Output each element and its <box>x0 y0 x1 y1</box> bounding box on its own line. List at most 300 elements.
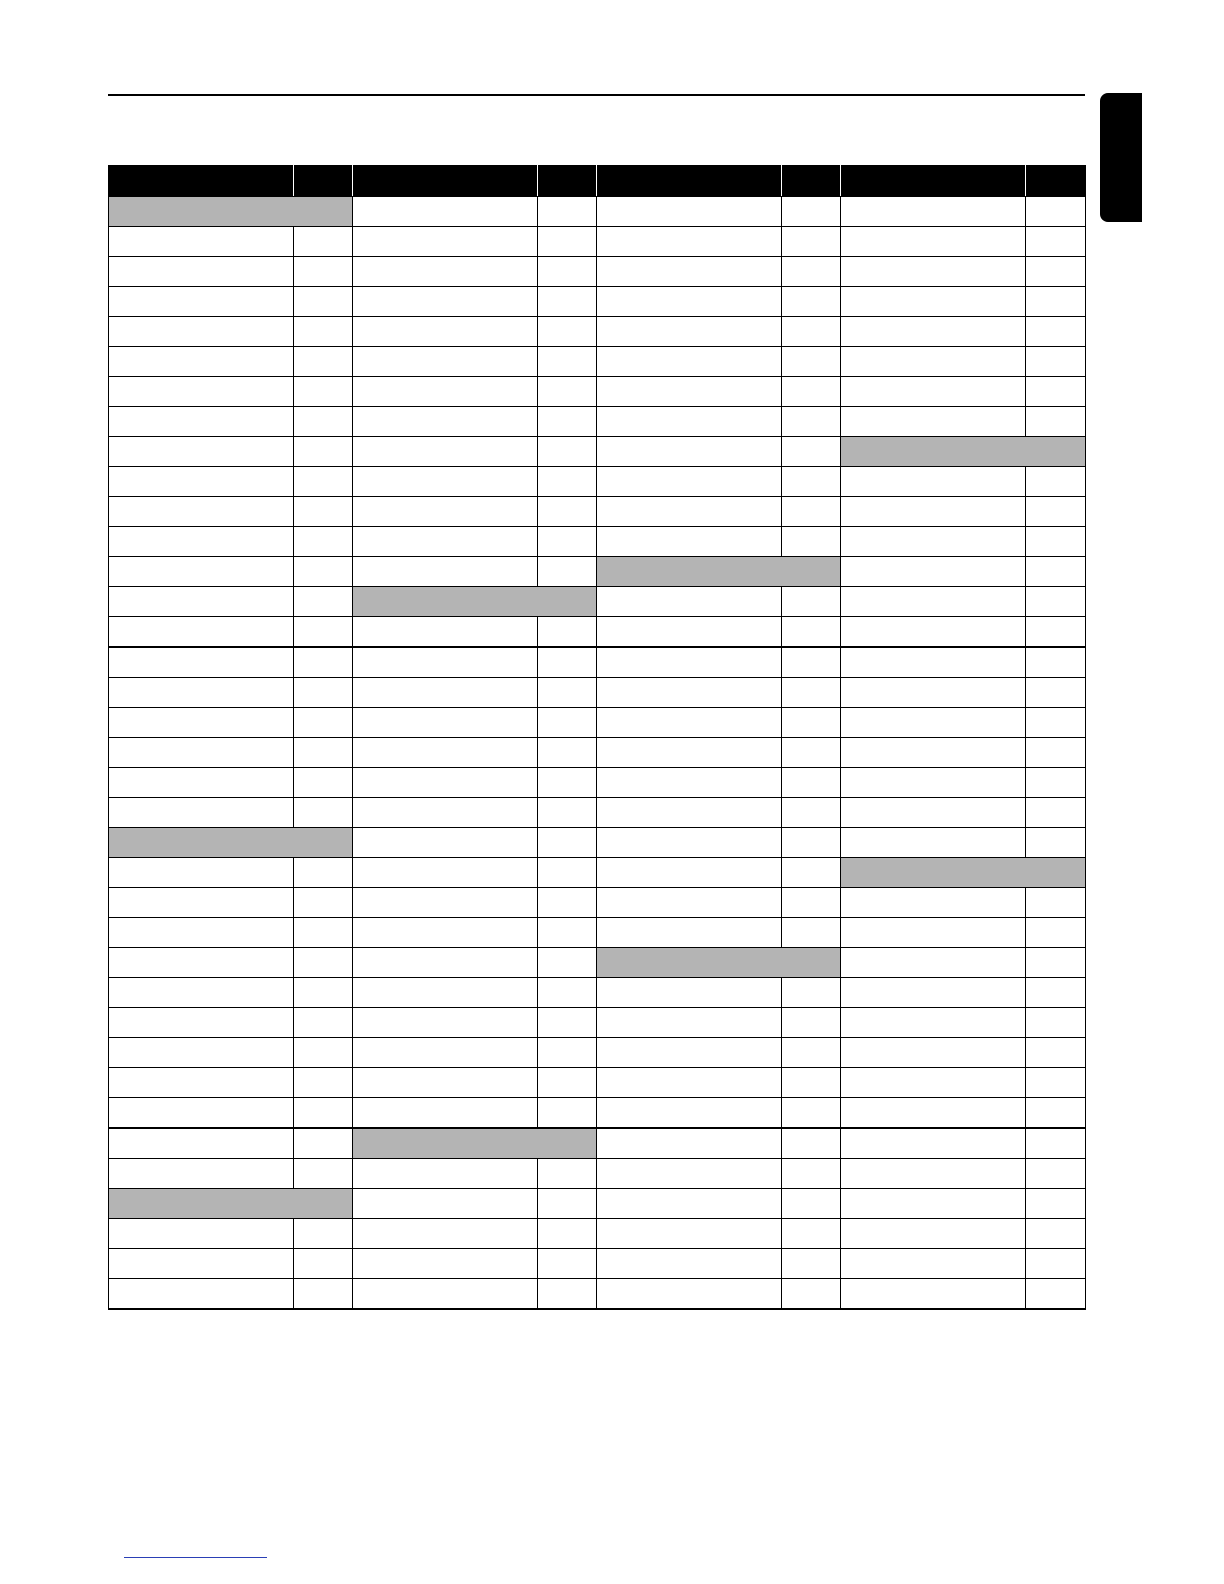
item-name-cell <box>841 467 1026 497</box>
item-value-cell <box>782 1128 841 1159</box>
item-value-cell <box>294 227 353 257</box>
item-value-cell <box>538 978 597 1008</box>
item-name-cell <box>597 257 782 287</box>
item-name-cell <box>353 828 538 858</box>
item-value-cell <box>782 1189 841 1219</box>
item-name-cell <box>353 1038 538 1068</box>
item-value-cell <box>538 437 597 467</box>
footer-link-underline <box>124 1557 267 1558</box>
item-name-cell <box>353 227 538 257</box>
item-value-cell <box>1026 377 1086 407</box>
header-cell <box>782 166 841 197</box>
item-name-cell <box>353 257 538 287</box>
section-heading-cell <box>353 1128 597 1159</box>
item-name-cell <box>597 888 782 918</box>
item-name-cell <box>353 678 538 708</box>
item-name-cell <box>841 1189 1026 1219</box>
item-value-cell <box>538 497 597 527</box>
section-heading-cell <box>597 557 841 587</box>
item-name-cell <box>109 497 294 527</box>
item-name-cell <box>841 287 1026 317</box>
item-name-cell <box>597 1008 782 1038</box>
item-value-cell <box>294 377 353 407</box>
item-value-cell <box>1026 497 1086 527</box>
table-row <box>109 497 1086 527</box>
item-name-cell <box>841 978 1026 1008</box>
item-name-cell <box>353 708 538 738</box>
item-name-cell <box>353 738 538 768</box>
item-name-cell <box>597 527 782 557</box>
item-value-cell <box>294 347 353 377</box>
item-name-cell <box>597 1219 782 1249</box>
item-name-cell <box>109 1249 294 1279</box>
item-name-cell <box>841 377 1026 407</box>
table-row <box>109 557 1086 587</box>
item-value-cell <box>1026 587 1086 617</box>
item-value-cell <box>294 1128 353 1159</box>
item-value-cell <box>782 647 841 678</box>
table-body <box>109 166 1086 1310</box>
item-name-cell <box>109 1068 294 1098</box>
item-value-cell <box>782 1219 841 1249</box>
item-value-cell <box>782 287 841 317</box>
item-name-cell <box>841 708 1026 738</box>
item-name-cell <box>353 948 538 978</box>
item-value-cell <box>538 407 597 437</box>
table-row <box>109 527 1086 557</box>
table-row <box>109 918 1086 948</box>
item-value-cell <box>538 227 597 257</box>
item-value-cell <box>782 317 841 347</box>
item-name-cell <box>597 1279 782 1310</box>
item-name-cell <box>109 1038 294 1068</box>
item-value-cell <box>294 617 353 648</box>
header-cell <box>597 166 782 197</box>
item-name-cell <box>109 347 294 377</box>
item-name-cell <box>109 227 294 257</box>
item-value-cell <box>782 437 841 467</box>
item-name-cell <box>597 1159 782 1189</box>
item-name-cell <box>841 768 1026 798</box>
item-value-cell <box>782 858 841 888</box>
item-value-cell <box>782 407 841 437</box>
item-value-cell <box>1026 948 1086 978</box>
item-name-cell <box>597 437 782 467</box>
item-name-cell <box>597 768 782 798</box>
item-value-cell <box>782 377 841 407</box>
item-name-cell <box>597 287 782 317</box>
item-value-cell <box>782 1279 841 1310</box>
item-name-cell <box>109 467 294 497</box>
item-name-cell <box>109 858 294 888</box>
item-value-cell <box>538 257 597 287</box>
item-value-cell <box>1026 557 1086 587</box>
item-name-cell <box>841 738 1026 768</box>
item-name-cell <box>841 1249 1026 1279</box>
side-tab-icon <box>1100 93 1142 222</box>
item-value-cell <box>294 527 353 557</box>
item-name-cell <box>841 197 1026 227</box>
item-name-cell <box>109 1008 294 1038</box>
table-row <box>109 227 1086 257</box>
item-name-cell <box>353 1159 538 1189</box>
table-row <box>109 257 1086 287</box>
item-value-cell <box>1026 227 1086 257</box>
table-row <box>109 1008 1086 1038</box>
item-value-cell <box>538 888 597 918</box>
item-value-cell <box>1026 407 1086 437</box>
item-name-cell <box>353 1249 538 1279</box>
item-value-cell <box>294 798 353 828</box>
item-name-cell <box>597 467 782 497</box>
table-row <box>109 1159 1086 1189</box>
header-cell <box>841 166 1026 197</box>
item-value-cell <box>782 918 841 948</box>
item-value-cell <box>294 708 353 738</box>
item-name-cell <box>109 617 294 648</box>
item-name-cell <box>597 1189 782 1219</box>
item-name-cell <box>109 587 294 617</box>
item-value-cell <box>782 798 841 828</box>
item-name-cell <box>841 828 1026 858</box>
item-name-cell <box>841 948 1026 978</box>
item-name-cell <box>109 798 294 828</box>
table-row <box>109 948 1086 978</box>
item-name-cell <box>841 888 1026 918</box>
item-value-cell <box>782 467 841 497</box>
header-cell <box>1026 166 1086 197</box>
item-name-cell <box>597 317 782 347</box>
item-name-cell <box>841 317 1026 347</box>
item-name-cell <box>597 978 782 1008</box>
item-value-cell <box>1026 347 1086 377</box>
item-value-cell <box>538 317 597 347</box>
item-value-cell <box>294 978 353 1008</box>
item-value-cell <box>294 257 353 287</box>
item-value-cell <box>1026 527 1086 557</box>
item-name-cell <box>353 437 538 467</box>
item-value-cell <box>1026 918 1086 948</box>
item-name-cell <box>353 1219 538 1249</box>
item-value-cell <box>1026 257 1086 287</box>
item-name-cell <box>841 1159 1026 1189</box>
item-value-cell <box>1026 1249 1086 1279</box>
item-value-cell <box>538 1219 597 1249</box>
table-row <box>109 1098 1086 1129</box>
item-name-cell <box>841 1008 1026 1038</box>
item-name-cell <box>109 287 294 317</box>
item-name-cell <box>109 1098 294 1129</box>
item-name-cell <box>597 227 782 257</box>
item-value-cell <box>538 197 597 227</box>
section-heading-cell <box>597 948 841 978</box>
item-value-cell <box>538 617 597 648</box>
item-name-cell <box>841 647 1026 678</box>
item-value-cell <box>294 557 353 587</box>
table-row <box>109 858 1086 888</box>
section-heading-cell <box>109 828 353 858</box>
item-value-cell <box>538 918 597 948</box>
item-name-cell <box>841 407 1026 437</box>
item-value-cell <box>1026 287 1086 317</box>
item-name-cell <box>353 1189 538 1219</box>
item-name-cell <box>353 1008 538 1038</box>
table-row <box>109 197 1086 227</box>
item-value-cell <box>1026 678 1086 708</box>
item-value-cell <box>538 467 597 497</box>
table-row <box>109 1189 1086 1219</box>
item-name-cell <box>353 798 538 828</box>
item-name-cell <box>353 527 538 557</box>
item-name-cell <box>109 738 294 768</box>
item-name-cell <box>841 918 1026 948</box>
section-heading-cell <box>841 437 1086 467</box>
item-value-cell <box>1026 888 1086 918</box>
table-row <box>109 467 1086 497</box>
item-name-cell <box>109 407 294 437</box>
item-name-cell <box>841 527 1026 557</box>
table-row <box>109 1068 1086 1098</box>
table-row <box>109 347 1086 377</box>
item-value-cell <box>1026 738 1086 768</box>
item-value-cell <box>782 978 841 1008</box>
item-value-cell <box>782 197 841 227</box>
item-name-cell <box>353 647 538 678</box>
item-name-cell <box>353 617 538 648</box>
item-value-cell <box>538 1098 597 1129</box>
item-name-cell <box>841 1279 1026 1310</box>
item-value-cell <box>538 647 597 678</box>
item-name-cell <box>353 287 538 317</box>
item-value-cell <box>782 497 841 527</box>
item-name-cell <box>353 978 538 1008</box>
item-value-cell <box>538 1038 597 1068</box>
item-name-cell <box>353 467 538 497</box>
item-value-cell <box>1026 1068 1086 1098</box>
item-value-cell <box>294 467 353 497</box>
item-name-cell <box>353 1279 538 1310</box>
item-value-cell <box>782 828 841 858</box>
item-value-cell <box>538 557 597 587</box>
item-name-cell <box>353 407 538 437</box>
item-name-cell <box>597 1128 782 1159</box>
item-value-cell <box>538 678 597 708</box>
item-name-cell <box>353 317 538 347</box>
item-value-cell <box>1026 798 1086 828</box>
item-value-cell <box>294 1008 353 1038</box>
item-name-cell <box>109 557 294 587</box>
table-row <box>109 708 1086 738</box>
item-name-cell <box>109 527 294 557</box>
item-value-cell <box>538 377 597 407</box>
item-value-cell <box>1026 1098 1086 1129</box>
table-row <box>109 317 1086 347</box>
item-value-cell <box>1026 1279 1086 1310</box>
item-name-cell <box>353 1068 538 1098</box>
item-name-cell <box>353 557 538 587</box>
item-value-cell <box>538 1189 597 1219</box>
item-value-cell <box>782 257 841 287</box>
item-value-cell <box>294 1038 353 1068</box>
item-name-cell <box>597 678 782 708</box>
item-value-cell <box>294 1219 353 1249</box>
item-name-cell <box>841 227 1026 257</box>
item-name-cell <box>841 1098 1026 1129</box>
item-name-cell <box>353 858 538 888</box>
table-row <box>109 798 1086 828</box>
item-name-cell <box>841 617 1026 648</box>
item-name-cell <box>109 708 294 738</box>
item-name-cell <box>841 257 1026 287</box>
item-value-cell <box>1026 1128 1086 1159</box>
item-value-cell <box>1026 647 1086 678</box>
item-name-cell <box>841 678 1026 708</box>
item-name-cell <box>353 768 538 798</box>
item-name-cell <box>109 678 294 708</box>
item-value-cell <box>294 317 353 347</box>
section-heading-cell <box>353 587 597 617</box>
header-cell <box>353 166 538 197</box>
table-row <box>109 1249 1086 1279</box>
item-name-cell <box>597 1038 782 1068</box>
header-cell <box>538 166 597 197</box>
item-value-cell <box>1026 1219 1086 1249</box>
item-name-cell <box>109 317 294 347</box>
item-value-cell <box>782 768 841 798</box>
table-row <box>109 617 1086 648</box>
section-heading-cell <box>109 197 353 227</box>
item-name-cell <box>597 738 782 768</box>
item-name-cell <box>597 828 782 858</box>
item-value-cell <box>294 1098 353 1129</box>
header-cell <box>109 166 294 197</box>
item-name-cell <box>597 647 782 678</box>
item-value-cell <box>294 918 353 948</box>
item-name-cell <box>841 1128 1026 1159</box>
item-value-cell <box>1026 1159 1086 1189</box>
table-row <box>109 1219 1086 1249</box>
item-value-cell <box>1026 978 1086 1008</box>
item-name-cell <box>109 1279 294 1310</box>
item-name-cell <box>597 1249 782 1279</box>
item-value-cell <box>782 1249 841 1279</box>
table-row <box>109 377 1086 407</box>
item-value-cell <box>538 1279 597 1310</box>
item-name-cell <box>109 948 294 978</box>
item-name-cell <box>597 708 782 738</box>
item-name-cell <box>597 617 782 648</box>
item-name-cell <box>597 918 782 948</box>
item-value-cell <box>538 858 597 888</box>
item-name-cell <box>109 1128 294 1159</box>
item-value-cell <box>782 587 841 617</box>
item-name-cell <box>353 197 538 227</box>
item-value-cell <box>294 437 353 467</box>
item-value-cell <box>294 858 353 888</box>
item-name-cell <box>109 888 294 918</box>
section-heading-cell <box>841 858 1086 888</box>
item-name-cell <box>109 1159 294 1189</box>
item-value-cell <box>1026 1038 1086 1068</box>
table-row <box>109 978 1086 1008</box>
item-name-cell <box>109 978 294 1008</box>
item-name-cell <box>109 768 294 798</box>
header-cell <box>294 166 353 197</box>
item-value-cell <box>294 768 353 798</box>
item-name-cell <box>597 1068 782 1098</box>
item-value-cell <box>1026 617 1086 648</box>
item-value-cell <box>294 497 353 527</box>
item-value-cell <box>294 407 353 437</box>
item-name-cell <box>109 437 294 467</box>
data-table <box>108 165 1086 1310</box>
item-value-cell <box>538 1008 597 1038</box>
item-name-cell <box>597 858 782 888</box>
item-value-cell <box>538 798 597 828</box>
item-value-cell <box>782 227 841 257</box>
item-name-cell <box>353 377 538 407</box>
item-value-cell <box>782 708 841 738</box>
item-value-cell <box>538 828 597 858</box>
item-name-cell <box>353 347 538 377</box>
table-row <box>109 678 1086 708</box>
table-row <box>109 287 1086 317</box>
item-name-cell <box>841 1038 1026 1068</box>
item-value-cell <box>782 1068 841 1098</box>
item-name-cell <box>597 497 782 527</box>
table-row <box>109 738 1086 768</box>
item-value-cell <box>294 587 353 617</box>
item-value-cell <box>1026 1189 1086 1219</box>
item-value-cell <box>294 287 353 317</box>
item-name-cell <box>109 257 294 287</box>
item-name-cell <box>353 918 538 948</box>
table-row <box>109 1128 1086 1159</box>
item-name-cell <box>841 347 1026 377</box>
item-name-cell <box>841 497 1026 527</box>
item-value-cell <box>294 738 353 768</box>
item-name-cell <box>353 497 538 527</box>
table-row <box>109 587 1086 617</box>
table-row <box>109 828 1086 858</box>
item-value-cell <box>294 948 353 978</box>
item-name-cell <box>109 647 294 678</box>
item-value-cell <box>538 768 597 798</box>
item-name-cell <box>841 587 1026 617</box>
item-value-cell <box>538 1159 597 1189</box>
item-value-cell <box>1026 768 1086 798</box>
section-heading-cell <box>109 1189 353 1219</box>
table-row <box>109 407 1086 437</box>
item-value-cell <box>538 1068 597 1098</box>
item-value-cell <box>294 1249 353 1279</box>
item-value-cell <box>538 527 597 557</box>
item-name-cell <box>597 197 782 227</box>
item-value-cell <box>294 678 353 708</box>
item-value-cell <box>782 1008 841 1038</box>
item-name-cell <box>597 407 782 437</box>
item-name-cell <box>597 1098 782 1129</box>
table-row <box>109 888 1086 918</box>
item-name-cell <box>109 377 294 407</box>
item-name-cell <box>841 798 1026 828</box>
item-name-cell <box>109 918 294 948</box>
item-value-cell <box>538 287 597 317</box>
item-value-cell <box>294 1279 353 1310</box>
item-value-cell <box>782 1098 841 1129</box>
item-value-cell <box>782 678 841 708</box>
item-value-cell <box>538 1249 597 1279</box>
